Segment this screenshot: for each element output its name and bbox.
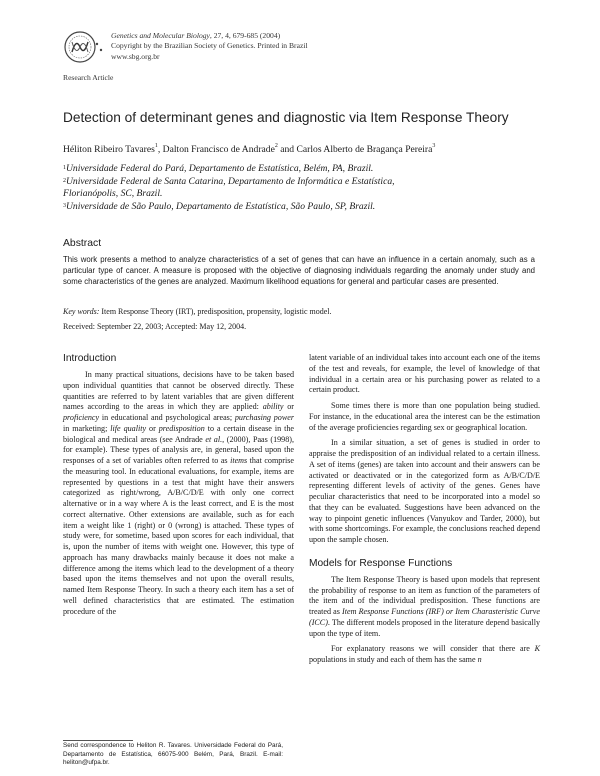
- affiliation-line: [63, 201, 395, 214]
- journal-header: [111, 31, 308, 62]
- text-run: that comprise the measuring tool. In educational evaluations, for example, items are represented by questions in a test that might have their answers categorized as right/wrong, A/B/C/D/E with only one correct alternative or in a way where A is the least correct, and E is the most correct alternative. Other extensions are available, such as for each item a weight like 1 (right) or 0 (wrong) is attached. These types of study were, for sometime, based upon scores for each individual, that is, upon the number of items with weight one. However, this type of approach has many drawbacks mainly because it does not make a difference among the items which lead to the development of a theory based upon the items themselves and not upon the overall results, named Item Response Theory. In such a theory each item has a set of well defined characteristics that are estimated. The estimation procedure of the: [63, 456, 294, 616]
- journal-logo: [63, 30, 105, 64]
- text-run: ability: [262, 402, 284, 412]
- journal-citation: , 27, 4, 679-685 (2004): [209, 31, 281, 40]
- author-list: [63, 144, 435, 155]
- keywords: [63, 307, 332, 316]
- text-run: to a certain disease in the biological and medical areas (see Andrade: [63, 423, 294, 444]
- right-column: [309, 353, 540, 671]
- affiliation-text: Universidade Federal do Pará, Departamento de Estatística, Belém, PA, Brazil.: [66, 163, 374, 174]
- text-run: n: [477, 655, 482, 664]
- author-separator: and: [277, 144, 297, 155]
- text-run: or: [146, 423, 159, 433]
- body-paragraph: [63, 370, 294, 617]
- abstract-heading: Abstract: [63, 238, 102, 249]
- affiliation-marker: 2: [63, 177, 66, 184]
- keywords-text: Item Response Theory (IRT), predisposition, propensity, logistic model.: [99, 307, 332, 316]
- text-run: In many practical situations, decisions have to be taken based upon individual quantities that cannot be observed directly. These quantities are referred to by latent variables that are given different names according to the areas in which they are applied:: [63, 370, 294, 412]
- affiliation-marker: 2: [274, 143, 278, 149]
- text-run: items: [230, 456, 248, 465]
- text-run: life quality: [110, 423, 147, 433]
- copyright-line: Copyright by the Brazilian Society of Genetics. Printed in Brazil: [111, 41, 308, 51]
- author-name: Héliton Ribeiro Tavares: [63, 144, 155, 155]
- text-run: populations in study and each of them has the same: [309, 655, 478, 664]
- text-run: in educational and psychological areas;: [99, 413, 235, 422]
- body-paragraph: In a similar situation, a set of genes is studied in order to appraise the predisposition of an individual related to a certain illness. A set of items (genes) are taken into account and their answers can be activated or deactivated or in the categorized form as A/B/C/D/E representing different levels of activity of the genes. Genes have peculiar characteristics that need to be incorporated into a model so that they can be evaluated. Suggestions have been advanced on the way to pinpoint genetic influences (Vanyukov and Tarder, 2000), but with some shortcomings. For example, the conclusions reached depend upon the sample chosen.: [309, 438, 540, 544]
- website-link[interactable]: www.sbg.org.br: [111, 51, 160, 61]
- text-run: or: [283, 402, 295, 412]
- footnote-rule: [63, 740, 133, 741]
- section-heading-models: Models for Response Functions: [309, 557, 453, 569]
- paper-title: Detection of determinant genes and diagnostic via Item Response Theory: [63, 110, 509, 125]
- abstract-text: This work presents a method to analyze characteristics of a set of genes that can have an influence in a certain anomaly, such as a particular type of cancer. A measure is proposed with the objective of diagnosing individuals regarding the anomaly under study and some characteristics of the genes are analyzed. Maximum likelihood equations for general and particular cases are presented.: [63, 255, 535, 286]
- text-run: proficiency: [63, 413, 100, 422]
- received-dates: Received: September 22, 2003; Accepted: May 12, 2004.: [63, 322, 247, 331]
- correspondence-footnote: Send correspondence to Heliton R. Tavares. Universidade Federal do Pará, Departamento de Estatística, 66075-900 Belém, Pará, Brazil. E-mail: heliton@ufpa.br.: [63, 742, 283, 767]
- affiliation-text: Florianópolis, SC, Brazil.: [63, 188, 163, 199]
- text-run: . The different models proposed in the literature depend basically upon the type of item.: [309, 617, 540, 638]
- text-run: For explanatory reasons we will consider that there are: [331, 644, 535, 654]
- article-type: Research Article: [63, 73, 114, 82]
- text-run: purchasing power: [234, 413, 294, 422]
- author-separator: ,: [157, 144, 163, 155]
- affiliation-line: [63, 163, 395, 176]
- affiliation-marker: 3: [63, 202, 66, 209]
- text-run: predisposition: [158, 423, 205, 433]
- affiliation-line: [63, 188, 395, 201]
- text-run: Item Response Functions (IRF) or Item Charasteristic Curve (ICC): [309, 607, 540, 627]
- body-paragraph: latent variable of an individual takes into account each one of the items of the test and reveals, for example, the level of knowledge of that individual in a certain area or his purchasing power as related to a certain product.: [309, 353, 540, 395]
- affiliation-line: [63, 176, 395, 189]
- text-run: , (2000), Paas (1998), for example). These types of analysis are, in general, based upon the responses of a set of variables often referred to as: [63, 434, 294, 465]
- affiliation-marker: 1: [154, 143, 158, 149]
- body-paragraph: Some times there is more than one population being studied. For instance, in the educational area the interest can be the estimation of the average proficiencies regarding sex or geographical location.: [309, 401, 540, 432]
- text-run: K: [534, 644, 540, 654]
- author-name: Carlos Alberto de Bragança Pereira: [296, 144, 433, 155]
- affiliation-text: Universidade de São Paulo, Departamento de Estatística, São Paulo, SP, Brazil.: [66, 200, 376, 212]
- text-run: et al.: [205, 434, 223, 444]
- section-heading-introduction: Introduction: [63, 353, 117, 364]
- affiliation-marker: 1: [63, 165, 66, 171]
- text-run: The Item Response Theory is based upon models that represent the probability of response to an item as function of the parameters of the item and of the individual predisposition. These functions are treated as: [309, 574, 540, 616]
- keywords-label: Key words:: [63, 307, 100, 316]
- body-paragraph: [309, 575, 540, 640]
- journal-name: Genetics and Molecular Biology: [111, 31, 210, 40]
- body-paragraph: [309, 644, 540, 666]
- author-name: Dalton Francisco de Andrade: [162, 144, 275, 155]
- affiliation-text: Universidade Federal de Santa Catarina, Departamento de Informática e Estatística,: [66, 175, 395, 187]
- affiliation-list: [63, 163, 395, 213]
- affiliation-marker: 3: [432, 143, 436, 149]
- text-run: in marketing;: [63, 423, 111, 433]
- left-column: [63, 353, 294, 622]
